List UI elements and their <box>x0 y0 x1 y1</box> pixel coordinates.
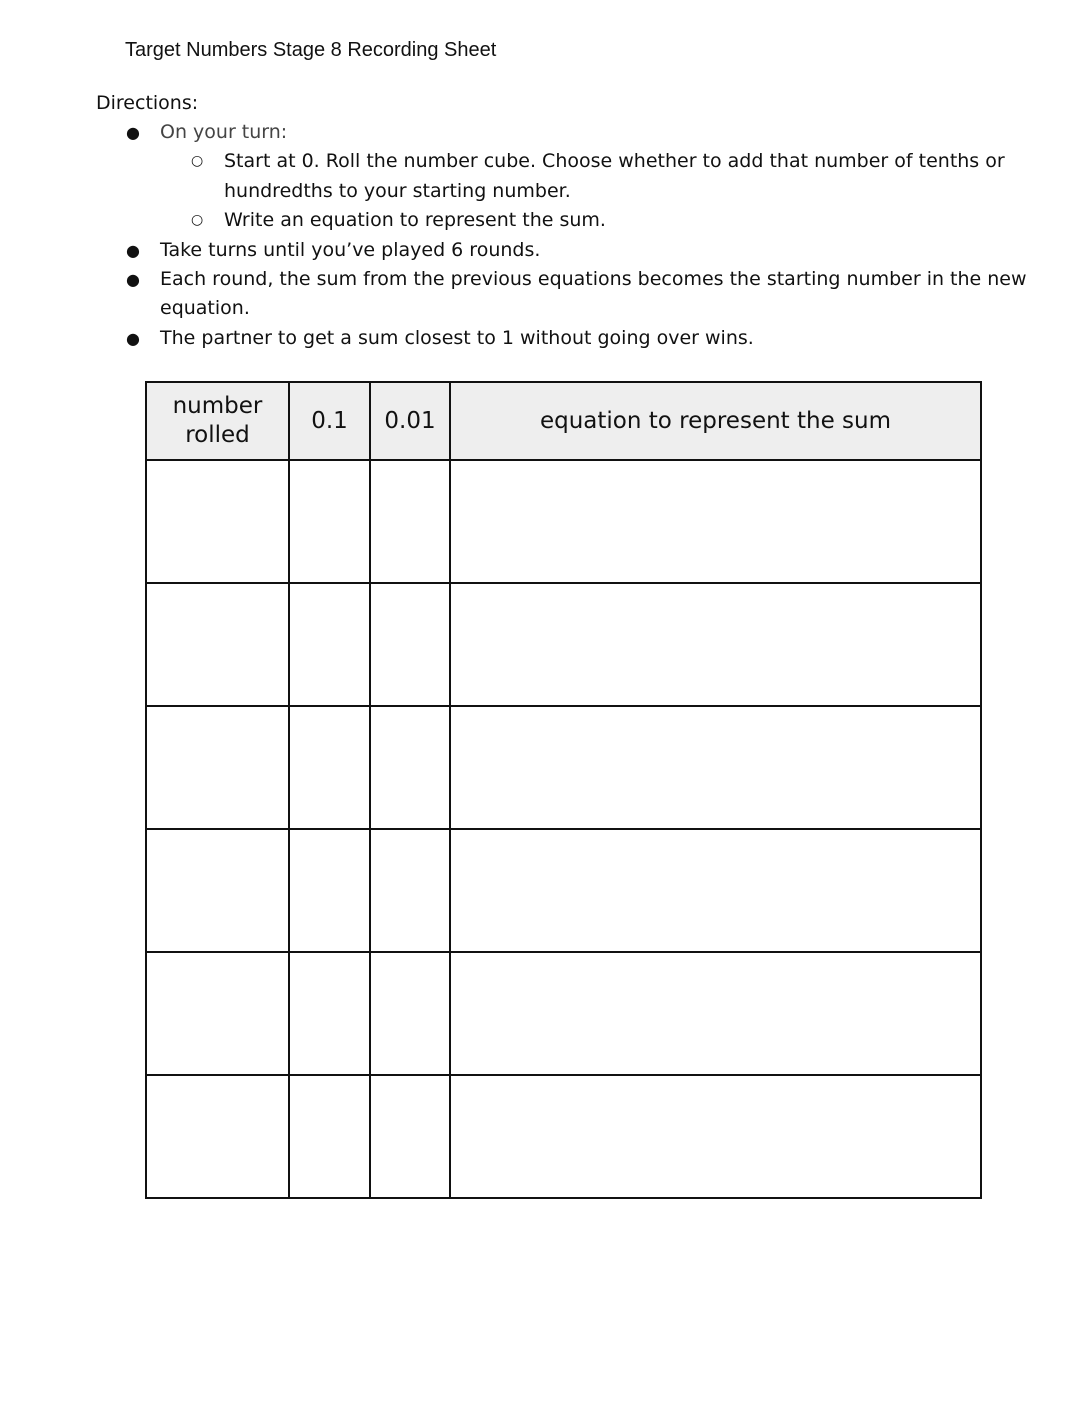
cell-tenths[interactable] <box>289 952 370 1075</box>
direction-subitem <box>96 206 1056 235</box>
table-row <box>146 706 981 829</box>
table-row <box>146 1075 981 1198</box>
cell-hundredths[interactable] <box>370 1075 450 1198</box>
header-equation: equation to represent the sum <box>450 382 981 460</box>
direction-text: The partner to get a sum closest to 1 without going over wins. <box>160 326 754 349</box>
direction-subitem <box>96 147 1056 206</box>
cell-number-rolled[interactable] <box>146 829 289 952</box>
directions-heading: Directions: <box>96 92 199 114</box>
cell-equation[interactable] <box>450 952 981 1075</box>
cell-tenths[interactable] <box>289 1075 370 1198</box>
cell-hundredths[interactable] <box>370 952 450 1075</box>
sub-bullet-icon: ○ <box>191 153 204 170</box>
table-row <box>146 829 981 952</box>
cell-hundredths[interactable] <box>370 460 450 583</box>
table-body <box>146 460 981 1198</box>
directions-list <box>96 118 1056 353</box>
direction-item <box>96 324 1056 353</box>
header-hundredths: 0.01 <box>370 382 450 460</box>
direction-text: On your turn: <box>160 121 288 143</box>
cell-equation[interactable] <box>450 706 981 829</box>
table-row <box>146 583 981 706</box>
header-tenths: 0.1 <box>289 382 370 460</box>
cell-equation[interactable] <box>450 1075 981 1198</box>
direction-item <box>96 265 1056 324</box>
bullet-icon: ● <box>126 328 140 348</box>
direction-text: Take turns until you’ve played 6 rounds. <box>160 238 541 261</box>
cell-equation[interactable] <box>450 583 981 706</box>
cell-number-rolled[interactable] <box>146 1075 289 1198</box>
sub-bullet-icon: ○ <box>191 212 204 229</box>
direction-subtext: Write an equation to represent the sum. <box>224 209 606 232</box>
recording-table <box>145 381 982 1199</box>
cell-number-rolled[interactable] <box>146 460 289 583</box>
cell-equation[interactable] <box>450 829 981 952</box>
cell-hundredths[interactable] <box>370 706 450 829</box>
cell-number-rolled[interactable] <box>146 583 289 706</box>
cell-hundredths[interactable] <box>370 583 450 706</box>
cell-tenths[interactable] <box>289 706 370 829</box>
direction-text: Each round, the sum from the previous equations becomes the starting number in the new equation. <box>160 268 1027 320</box>
cell-tenths[interactable] <box>289 583 370 706</box>
bullet-icon: ● <box>126 240 140 260</box>
cell-tenths[interactable] <box>289 460 370 583</box>
cell-number-rolled[interactable] <box>146 706 289 829</box>
table-row <box>146 460 981 583</box>
cell-tenths[interactable] <box>289 829 370 952</box>
direction-subtext: Start at 0. Roll the number cube. Choose whether to add that number of tenths or hundredths to your starting number. <box>224 150 1005 202</box>
page-title: Target Numbers Stage 8 Recording Sheet <box>125 39 497 61</box>
bullet-icon: ● <box>126 270 140 290</box>
cell-hundredths[interactable] <box>370 829 450 952</box>
table-row <box>146 952 981 1075</box>
bullet-icon: ● <box>126 123 140 142</box>
table-header-row <box>146 382 981 460</box>
cell-number-rolled[interactable] <box>146 952 289 1075</box>
direction-item <box>96 236 1056 265</box>
direction-item <box>96 118 1056 147</box>
header-number-rolled: number rolled <box>146 382 289 460</box>
cell-equation[interactable] <box>450 460 981 583</box>
